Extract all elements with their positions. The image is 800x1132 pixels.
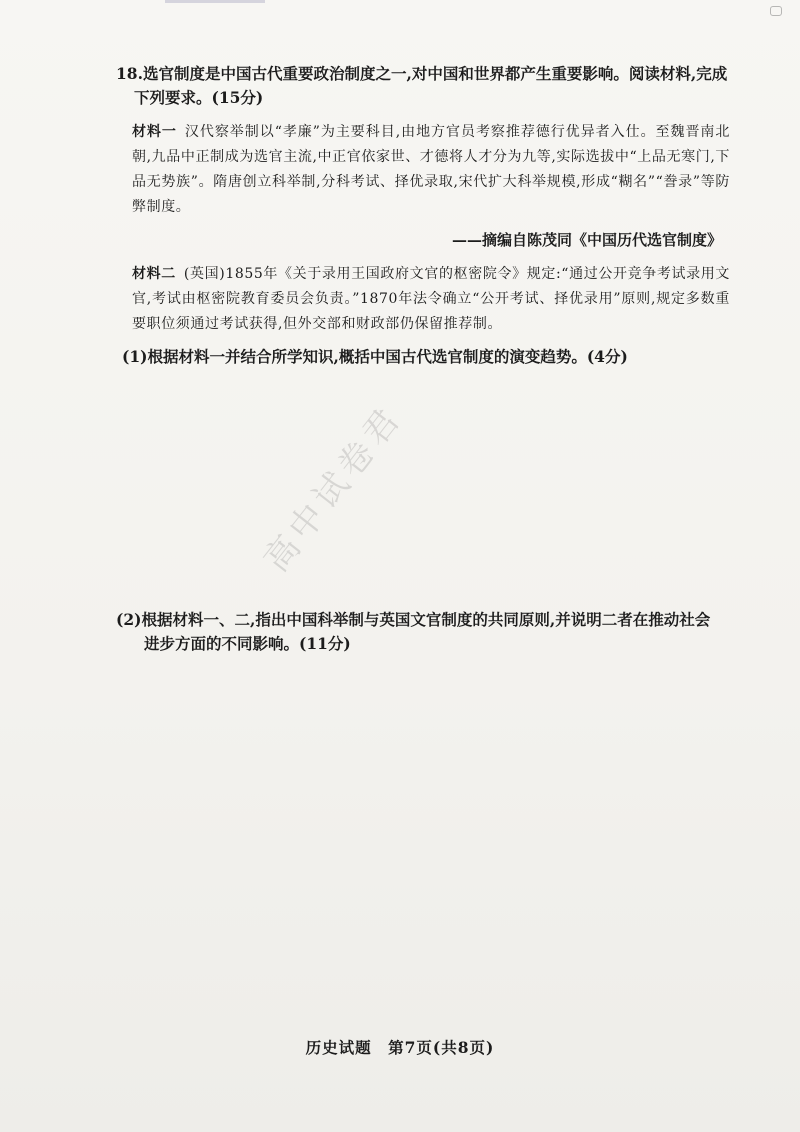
corner-artifact <box>770 6 782 16</box>
question-stem-line1: 18.选官制度是中国古代重要政治制度之一,对中国和世界都产生重要影响。阅读材料,完成 <box>116 64 728 83</box>
page-footer: 历史试题 第7页(共8页) <box>305 1038 495 1057</box>
sub-question-1: (1)根据材料一并结合所学知识,概括中国古代选官制度的演变趋势。(4分) <box>122 347 628 366</box>
material-one <box>132 120 730 220</box>
question-18-stem <box>116 62 728 110</box>
material-two <box>132 262 730 337</box>
sub-question-2 <box>116 608 728 656</box>
sub-question-2-line1: (2)根据材料一、二,指出中国科举制与英国文官制度的共同原则,并说明二者在推动社会 <box>116 610 711 629</box>
watermark: 高中试卷君 <box>256 397 411 580</box>
question-stem-line2: 下列要求。(15分) <box>134 88 264 107</box>
scan-artifact <box>165 0 265 3</box>
sub-question-2-line2: 进步方面的不同影响。(11分) <box>144 634 351 653</box>
material-one-label: 材料一 <box>132 124 177 140</box>
material-one-text: 汉代察举制以“孝廉”为主要科目,由地方官员考察推荐德行优异者入仕。至魏晋南北朝,九品中正制成为选官主流,中正官依家世、才德将人才分为九等,实际选拔中“上品无寒门,下品无势族”。隋唐创立科举制,分科考试、择优录取,宋代扩大科举规模,形成“糊名”“誊录”等防弊制度。 <box>132 124 730 215</box>
material-two-text: (英国)1855年《关于录用王国政府文官的枢密院令》规定:“通过公开竞争考试录用文官,考试由枢密院教育委员会负责。”1870年法令确立“公开考试、择优录用”原则,规定多数重要职位须通过考试获得,但外交部和财政部仍保留推荐制。 <box>132 266 730 332</box>
material-one-source: ——摘编自陈茂同《中国历代选官制度》 <box>451 231 722 249</box>
material-two-label: 材料二 <box>132 266 176 282</box>
